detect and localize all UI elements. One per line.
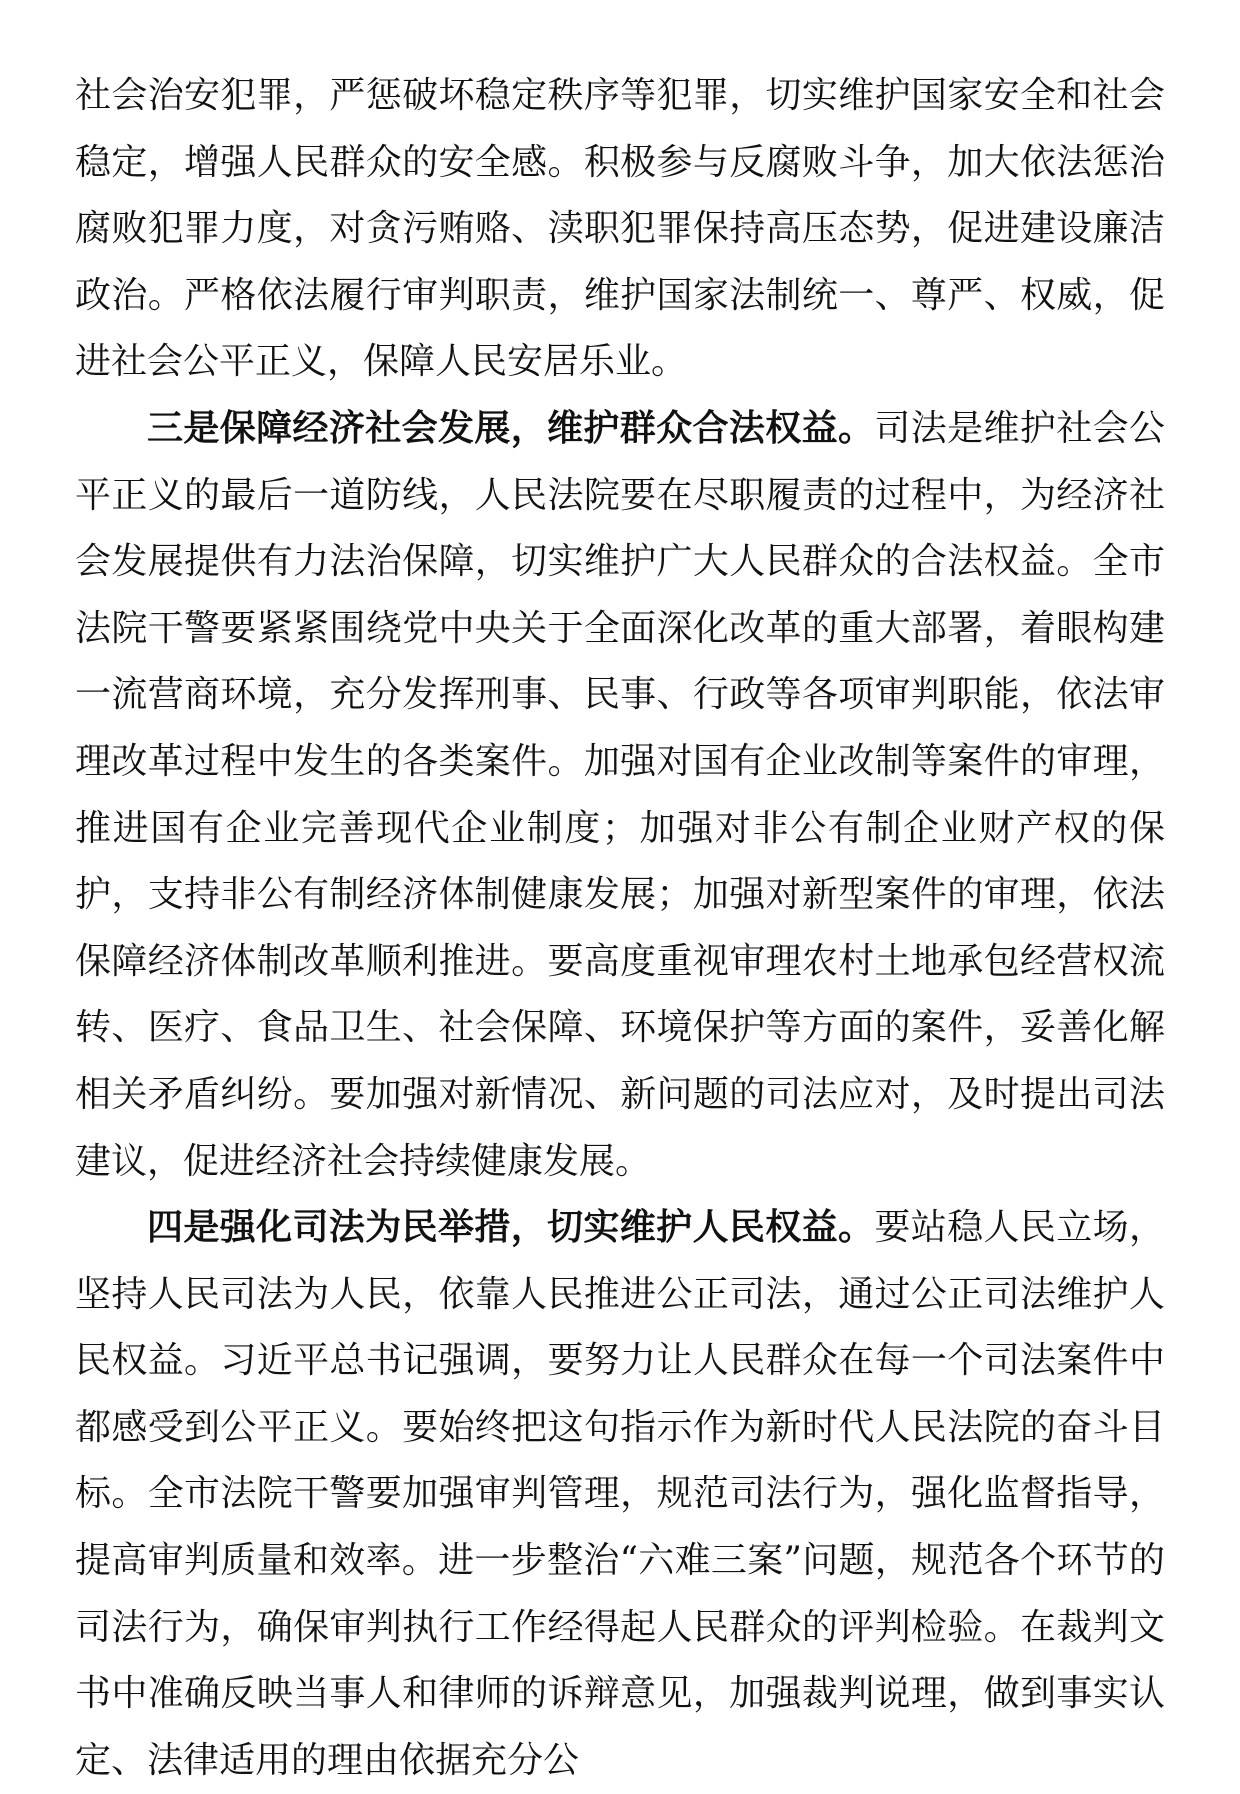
paragraph-text: 司法是维护社会公平正义的最后一道防线，人民法院要在尽职履责的过程中，为经济社会发展提供有力法治保障，切实维护广大人民群众的合法权益。全市法院干警要紧紧围绕党中央关于全面深化改革的重大部署，着眼构建一流营商环境，充分发挥刑事、民事、行政等各项审判职能，依法审理改革过程中发生的各类案件。加强对国有企业改制等案件的审理，推进国有企业完善现代企业制度；加强对非公有制企业财产权的保护，支持非公有制经济体制健康发展；加强对新型案件的审理，依法保障经济体制改革顺利推进。要高度重视审理农村土地承包经营权流转、医疗、食品卫生、社会保障、环境保护等方面的案件，妥善化解相关矛盾纠纷。要加强对新情况、新问题的司法应对，及时提出司法建议，促进经济社会持续健康发展。: [75, 407, 1165, 1182]
document-page: [75, 63, 1165, 1794]
paragraph-point-three: [75, 396, 1165, 1195]
paragraph-point-four: [75, 1195, 1165, 1794]
paragraph-heading: 四是强化司法为民举措，切实维护人民权益。: [147, 1207, 875, 1249]
paragraph-text: 要站稳人民立场，坚持人民司法为人民，依靠人民推进公正司法，通过公正司法维护人民权益。习近平总书记强调，要努力让人民群众在每一个司法案件中都感受到公平正义。要始终把这句指示作为新时代人民法院的奋斗目标。全市法院干警要加强审判管理，规范司法行为，强化监督指导，提高审判质量和效率。进一步整治“六难三案”问题，规范各个环节的司法行为，确保审判执行工作经得起人民群众的评判检验。在裁判文书中准确反映当事人和律师的诉辩意见，加强裁判说理，做到事实认定、法律适用的理由依据充分公: [75, 1207, 1165, 1781]
paragraph-heading: 三是保障经济社会发展，维护群众合法权益。: [147, 407, 875, 449]
paragraph-text: 社会治安犯罪，严惩破坏稳定秩序等犯罪，切实维护国家安全和社会稳定，增强人民群众的安全感。积极参与反腐败斗争，加大依法惩治腐败犯罪力度，对贪污贿赂、渎职犯罪保持高压态势，促进建设廉洁政治。严格依法履行审判职责，维护国家法制统一、尊严、权威，促进社会公平正义，保障人民安居乐业。: [75, 75, 1165, 383]
paragraph-continuation: [75, 63, 1165, 396]
